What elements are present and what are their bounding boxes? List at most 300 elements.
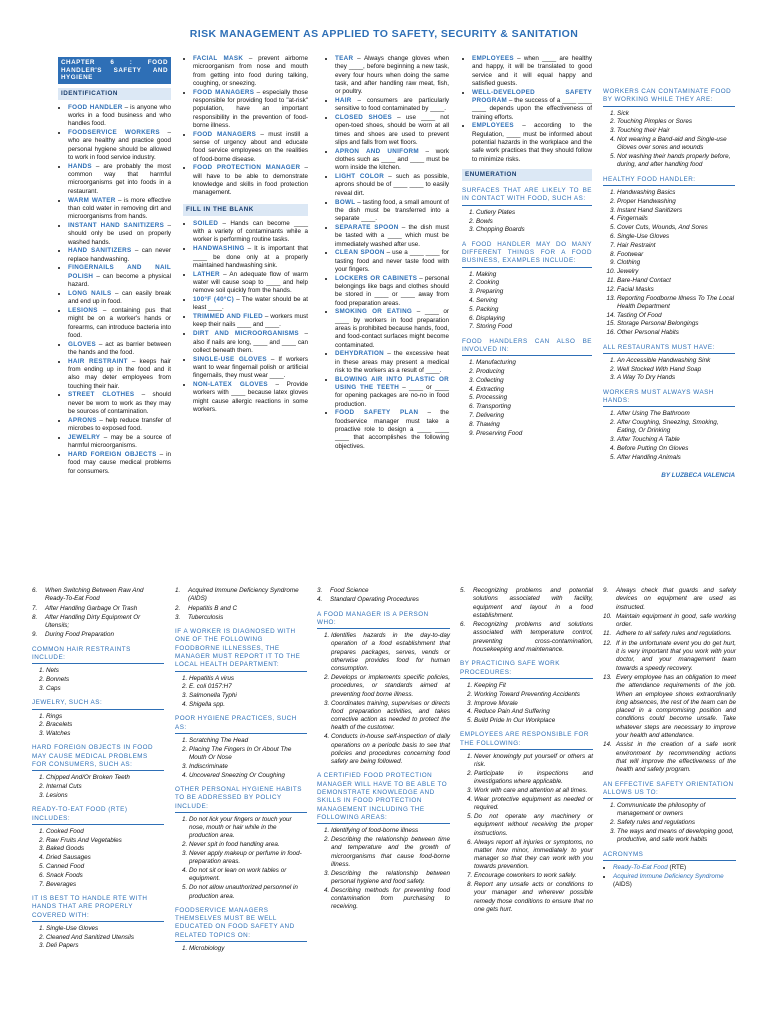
identification-heading: IDENTIFICATION — [58, 88, 171, 100]
list-item: 3. Describing the relationship between personal hygiene and food safety. — [331, 870, 450, 887]
term-label: LOCKERS OR CABINETS — [335, 274, 418, 282]
term-item — [68, 163, 171, 196]
term-label: BLOWING AIR INTO PLASTIC OR USING THE TEETH — [335, 375, 449, 392]
poor-hygiene-list — [175, 737, 307, 780]
list-item: 3. A Way To Dry Hands — [617, 374, 735, 382]
involved-heading: FOOD HANDLERS CAN ALSO BE INVOLVED IN: — [462, 338, 592, 357]
food-manager-heading: A FOOD MANAGER IS A PERSON WHO: — [317, 611, 450, 630]
term-definition: – can easily break and end up in food. — [68, 289, 171, 306]
term-label: SINGLE-USE GLOVES — [193, 355, 267, 363]
column-3 — [325, 55, 449, 451]
term-item — [193, 296, 308, 313]
column-5 — [603, 82, 735, 480]
diagnosed-list — [175, 675, 307, 710]
list-item: 4. Serving — [476, 297, 592, 305]
list-item: 1. Cutlery Plates — [476, 209, 592, 217]
list-item: 7. Encourage coworkers to work safely. — [474, 872, 593, 880]
term-definition: – should only be used on properly washed hands. — [68, 221, 171, 246]
term-item — [68, 129, 171, 162]
term-label: EMPLOYEES — [472, 55, 514, 62]
term-definition: – especially those responsible for providing food to "at-risk" population, have an important responsibility in the prevention of food-borne illness. — [193, 88, 308, 129]
rte-heading: READY-TO-EAT FOOD (RTE) INCLUDES: — [32, 806, 164, 825]
healthy-heading: HEALTHY FOOD HANDLER: — [603, 176, 735, 186]
term-definition: – the dish must be tasted with a ____ which must be immediately washed after use. — [335, 223, 449, 248]
list-item: 8. Footwear — [617, 251, 735, 259]
list-item: 1. Never knowingly put yourself or others at risk. — [474, 753, 593, 770]
term-definition: – such as possible, aprons should be of ____ ____ to easily reveal dirt. — [335, 173, 449, 197]
term-definition: – An adequate flow of warm water will cause soap to ____ and help remove soil quickly from the hands. — [193, 270, 308, 295]
term-item — [68, 358, 171, 391]
list-item: 1. Single-Use Gloves — [46, 925, 164, 933]
responsible-list — [460, 753, 593, 914]
term-definition: – tasting food, a small amount of the dish must be transferred into a separate ____. — [335, 198, 449, 223]
jewelry-list — [32, 713, 164, 739]
list-item: 3. The ways and means of developing good, productive, and safe work habits — [617, 828, 736, 845]
term-definition: – If workers want to wear fingernail polish or artificial fingernails, they must wear ____. — [193, 355, 308, 380]
term-definition: – containing pus that might be on a worker's hands or forearms, can introduce bacteria into food. — [68, 306, 171, 339]
practice-list — [460, 682, 593, 725]
item-text: When Switching Between Raw And Ready-To-Eat Food — [45, 587, 144, 603]
term-label: FINGERNAILS AND NAIL POLISH — [68, 264, 171, 280]
term-definition: – ____ or ____ for opening packages are no-no in food production. — [335, 384, 449, 408]
term-item — [472, 122, 592, 163]
p2c3-top-list — [317, 587, 450, 605]
numbered-item — [32, 614, 164, 631]
acronyms-list — [603, 864, 736, 889]
identification-list — [58, 104, 171, 476]
list-item: 4. Fingernails — [617, 215, 735, 223]
term-definition: – keeps hair from ending up in the food and it also may deter employees from touching their hair. — [68, 357, 171, 390]
term-definition: – when ____ are healthy and happy, it will be translated to good service and it will equal happy and satisfied guests. — [472, 55, 592, 87]
list-item: 5. Not washing their hands properly before, during, and after handling food — [617, 153, 735, 170]
term-item — [335, 199, 449, 224]
term-item — [335, 275, 449, 308]
list-item: 2. Working Toward Preventing Accidents — [474, 691, 593, 699]
list-item: 2. Bracelets — [46, 721, 164, 729]
list-item: 1. Keeping Fit — [474, 682, 593, 690]
list-item: 1. Scratching The Head — [189, 737, 307, 745]
hard-objects-list — [32, 774, 164, 800]
list-item: 3. Baked Goods — [46, 845, 164, 853]
list-item: 6. Displaying — [476, 315, 592, 323]
list-item: 7. Delivering — [476, 412, 592, 420]
term-item — [335, 249, 449, 274]
term-label: DIRT AND MICROORGANISMS — [193, 330, 299, 338]
term-definition: – ____ or ____ by workers in food preparation areas is prohibited because hands, food, and food-contact surfaces might become contaminated. — [335, 308, 450, 349]
list-item: 2. Proper Handwashing — [617, 198, 735, 206]
term-item — [193, 55, 308, 88]
numbered-item — [603, 613, 736, 630]
numbered-item — [603, 640, 736, 673]
restaurants-heading: ALL RESTAURANTS MUST HAVE: — [603, 344, 735, 354]
term-item — [335, 350, 449, 375]
list-item: 1. After Using The Bathroom — [617, 410, 735, 418]
responsible-heading: EMPLOYEES ARE RESPONSIBLE FOR THE FOLLOWING: — [460, 731, 593, 750]
term-item — [335, 308, 449, 349]
term-definition: – must instill a sense of urgency about and educate food service employees on the realities of food-borne disease. — [193, 130, 308, 163]
list-item: 1. Identifies hazards in the day-to-day operation of a food establishment that prepares packages, serves, vends or otherwise provides food for human consumption. — [331, 632, 450, 673]
list-item: 7. Storing Food — [476, 323, 592, 331]
document-title: RISK MANAGEMENT AS APPLIED TO SAFETY, SECURITY & SANITATION — [189, 28, 579, 40]
term-label: APRON AND UNIFORM — [335, 147, 419, 155]
list-item: 1. Making — [476, 271, 592, 279]
page2-column-3 — [317, 587, 450, 912]
term-label: TEAR — [335, 55, 354, 62]
term-label: SOILED — [193, 219, 219, 227]
list-item: 2. Raw Fruits And Vegetables — [46, 837, 164, 845]
column-4 — [462, 55, 592, 438]
term-definition: – also if nails are long, ____ and ____ can collect beneath them. — [193, 330, 308, 354]
term-definition: – the foodservice manager must take a proactive role to design a ____ ____ ____ that accomplishes the following objectives. — [335, 409, 449, 450]
term-label: 100°F (40°C) — [193, 296, 234, 304]
list-item: 6. Transporting — [476, 403, 592, 411]
term-item — [68, 197, 171, 222]
list-item: 1. Handwashing Basics — [617, 189, 735, 197]
handler-list — [462, 271, 592, 332]
fill-in-list-end — [462, 55, 592, 164]
term-item — [472, 89, 592, 122]
acronym-abbr: (RTE) — [667, 863, 687, 871]
acronym-term: Ready-To-Eat Food — [613, 863, 668, 871]
diagnosed-heading: IF A WORKER IS DIAGNOSED WITH ONE OF THE FOLLOWING FOODBORNE ILLNESSES, THE MANAGER MUST REPORT IT TO THE LOCAL HEALTH DEPARTMENT: — [175, 628, 307, 671]
term-definition: – workers must keep their nails ____ and ____. — [193, 313, 308, 329]
page2-column-2 — [175, 587, 307, 954]
term-definition: – can become a physical hazard. — [68, 272, 171, 289]
item-text: Acquired Immune Deficiency Syndrome (AIDS) — [188, 587, 299, 603]
numbered-item — [603, 587, 736, 612]
list-item: 2. Well Stocked With Hand Soap — [617, 366, 735, 374]
restaurants-list — [603, 357, 735, 383]
item-number: 3. — [175, 613, 181, 621]
best-heading: IT IS BEST TO HANDLE RTE WITH HANDS THAT ARE PROPERLY COVERED WITH: — [32, 895, 164, 922]
list-item: 7. Hair Restraint — [617, 242, 735, 250]
item-text: Always check that guards and safety devices on equipment are used as instructed. — [616, 587, 736, 611]
item-number: 5. — [460, 587, 466, 594]
term-label: FOOD PROTECTION MANAGER — [193, 164, 301, 172]
chapter-heading: CHAPTER 6 : FOOD HANDLER'S SAFETY AND HYGIENE — [58, 57, 171, 84]
list-item: 4. Wear protective equipment as needed or required. — [474, 796, 593, 813]
item-number: 6. — [460, 621, 466, 629]
term-label: APRONS — [68, 416, 97, 424]
fsm-list — [175, 945, 307, 953]
list-item: 1. Do not lick your fingers or touch your nose, mouth or hair while in the production area. — [189, 816, 307, 841]
term-label: WARM WATER — [68, 196, 116, 204]
term-label: HAIR RESTRAINT — [68, 357, 128, 365]
list-item: 2. E. coli 0157:H7 — [189, 683, 307, 691]
item-text: Food Science — [330, 587, 369, 594]
list-item: 1. Cooked Food — [46, 828, 164, 836]
term-label: CLEAN SPOON — [335, 249, 385, 257]
term-label: FOOD SAFETY PLAN — [335, 409, 419, 417]
term-label: FACIAL MASK — [193, 55, 244, 62]
term-item — [193, 245, 308, 270]
item-number: 2. — [175, 604, 181, 612]
list-item: 3. Instant Hand Sanitizers — [617, 207, 735, 215]
item-number: 1. — [175, 587, 181, 594]
item-text: Standard Operating Procedures — [330, 596, 419, 604]
item-text: After Handling Dirty Equipment Or Utensils; — [45, 613, 141, 630]
term-definition: – act as barrier between the hands and the food. — [68, 340, 171, 356]
term-definition: – Hands can become ____ with a variety of contaminants while a worker is performing routine tasks. — [193, 219, 308, 244]
term-definition: – should never be worn to work as they may be sources of contamination. — [68, 391, 172, 415]
term-item — [193, 89, 308, 130]
page2-column-4 — [460, 587, 593, 915]
term-label: LESIONS — [68, 306, 98, 314]
acronym-term: Acquired Immune Deficiency Syndrome — [613, 872, 724, 880]
term-item — [335, 173, 449, 198]
author-credit: BY LUZBECA VALENCIA — [661, 472, 735, 480]
list-item: 3. Lesions — [46, 792, 164, 800]
term-definition: – is more effective than cold water in removing dirt and microorganisms from hands. — [68, 196, 171, 221]
item-number: 14. — [603, 741, 612, 749]
contaminate-heading: WORKERS CAN CONTAMINATE FOOD BY WORKING WHILE THEY ARE: — [603, 88, 735, 107]
list-item: 2. Cleaned And Sanitized Utensils — [46, 934, 164, 942]
wash-heading: WORKERS MUST ALWAYS WASH HANDS: — [603, 389, 735, 408]
list-item: 11. Bare-Hand Contact — [617, 277, 735, 285]
list-item: 2. Bonnets — [46, 676, 164, 684]
list-item: 8. Thawing — [476, 421, 592, 429]
page2-column-1 — [32, 587, 164, 951]
list-item: 16. Other Personal Habits — [617, 329, 735, 337]
hair-heading: COMMON HAIR RESTRAINTS INCLUDE: — [32, 646, 164, 665]
list-item: 3. Coordinates training, supervises or directs food preparation activities, and takes corrective action as needed to protect the health of the customer. — [331, 700, 450, 733]
column-1 — [58, 55, 171, 476]
list-item: 8. Report any unsafe acts or conditions to your manager and wherever possible remedy those conditions to ensure that no one gets hurt. — [474, 881, 593, 914]
term-definition: – The water should be at least ____. — [193, 296, 308, 312]
certified-list — [317, 827, 450, 911]
list-item: 5. Processing — [476, 394, 592, 402]
term-label: EMPLOYEES — [472, 122, 514, 130]
term-item — [335, 409, 449, 450]
term-item — [68, 341, 171, 358]
list-item: 1. Communicate the philosophy of management or owners — [617, 802, 736, 819]
term-item — [68, 391, 171, 416]
column-2 — [183, 55, 308, 415]
term-definition: – work clothes such as ____ and ____ must be worn inside the kitchen. — [335, 147, 449, 172]
term-item — [335, 224, 449, 249]
numbered-item — [32, 631, 164, 639]
term-definition: – prevent airborne microorganism from nose and mouth from getting into food during talking, coughing, or sneezing. — [193, 55, 309, 87]
term-label: TRIMMED AND FILED — [193, 313, 263, 321]
involved-list — [462, 359, 592, 438]
p2c1-top-list — [32, 587, 164, 640]
term-label: NON-LATEX GLOVES — [193, 380, 268, 388]
item-text: During Food Preparation — [45, 631, 114, 639]
numbered-item — [32, 587, 164, 604]
other-habits-heading: OTHER PERSONAL HYGIENE HABITS TO BE ADDRESSED BY POLICY INCLUDE: — [175, 786, 307, 813]
certified-heading: A CERTIFIED FOOD PROTECTION MANAGER WILL HAVE TO BE ABLE TO DEMONSTRATE KNOWLEDGE AND SKILLS IN FOOD PROTECTION MANAGEMENT INCLUDING THE FOLLOWING AREAS: — [317, 772, 450, 824]
contaminate-list — [603, 110, 735, 170]
poor-hygiene-heading: POOR HYGIENE PRACTICES, SUCH AS: — [175, 715, 307, 734]
list-item: 6. Snack Foods — [46, 872, 164, 880]
surfaces-list — [462, 209, 592, 235]
term-definition: – the success of a ____ ____ ____ depends upon the effectiveness of training efforts. — [472, 96, 592, 121]
acronyms-heading: ACRONYMS — [603, 851, 736, 861]
term-item — [68, 247, 171, 264]
list-item: 15. Storage Personal Belongings — [617, 320, 735, 328]
term-label: WELL-DEVELOPED SAFETY PROGRAM — [472, 88, 592, 104]
list-item: 5. Cover Cuts, Wounds, And Sores — [617, 224, 735, 232]
term-label: LIGHT COLOR — [335, 173, 385, 181]
list-item: 1. Hepatitis A virus — [189, 675, 307, 683]
term-item — [335, 114, 449, 147]
term-label: CLOSED SHOES — [335, 114, 393, 122]
list-item: 3. After Touching A Table — [617, 436, 735, 444]
term-definition: – who are healthy and practice good personal hygiene should be allowed to work in food service industry. — [68, 129, 171, 162]
list-item: 4. Not wearing a Band-aid and Single-use Gloves over sores and wounds — [617, 136, 735, 153]
item-number: 6. — [32, 587, 38, 594]
list-item: 3. Collecting — [476, 377, 592, 385]
list-item: 6. Always report all injuries or symptoms, no matter how minor, immediately to your manager so that they can work with you towards prevention. — [474, 839, 593, 872]
numbered-item — [317, 587, 450, 595]
term-definition: – consumers are particularly sensitive to food contaminated by ____. — [335, 96, 449, 113]
list-item: 4. Reduce Pain And Suffering — [474, 708, 593, 716]
list-item: 2. After Coughing, Sneezing, Smoking, Eating, Or Drinking — [617, 419, 735, 436]
term-item — [193, 131, 308, 164]
item-text: Maintain equipment in good, safe working order. — [616, 612, 736, 629]
p2c2-top-list — [175, 587, 307, 622]
item-number: 12. — [603, 639, 612, 647]
fill-in-list — [183, 220, 308, 414]
term-item — [68, 307, 171, 340]
item-number: 3. — [317, 587, 323, 594]
definitions-list — [183, 55, 308, 198]
fsm-heading: FOODSERVICE MANAGERS THEMSELVES MUST BE WELL EDUCATED ON FOOD SAFETY AND RELATED TOPICS ON: — [175, 907, 307, 942]
term-item — [68, 290, 171, 307]
list-item: 9. Preserving Food — [476, 430, 592, 438]
healthy-list — [603, 189, 735, 338]
term-definition: – is anyone who works in a food business and who handles food. — [68, 103, 171, 128]
term-label: HANDS — [68, 162, 92, 170]
item-text: Assist in the creation of a safe work environment by recommending actions that will improve the effectiveness of the health and safety program. — [616, 741, 736, 774]
term-item — [193, 330, 308, 355]
page2-column-5 — [603, 587, 736, 890]
list-item: 9. Clothing — [617, 259, 735, 267]
term-label: JEWELRY — [68, 433, 101, 441]
handler-heading: A FOOD HANDLER MAY DO MANY DIFFERENT THINGS FOR A FOOD BUSINESS, EXAMPLES INCLUDE: — [462, 241, 592, 268]
term-label: FOOD MANAGERS — [193, 130, 257, 138]
item-number: 9. — [32, 631, 38, 639]
item-text: After Handling Garbage Or Trash — [45, 604, 138, 612]
list-item: 4. Extracting — [476, 386, 592, 394]
list-item: 5. Packing — [476, 306, 592, 314]
list-item: 1. Sick — [617, 110, 735, 118]
term-item — [68, 434, 171, 451]
hair-list — [32, 667, 164, 693]
list-item: 4. Describing methods for preventing food contamination from purchasing to receiving. — [331, 887, 450, 912]
best-list — [32, 925, 164, 951]
wash-list — [603, 410, 735, 462]
term-label: FOOD MANAGERS — [193, 88, 255, 96]
enumeration-heading: ENUMERATION — [462, 169, 592, 181]
numbered-item — [460, 621, 593, 654]
list-item: 3. Chopping Boards — [476, 226, 592, 234]
surfaces-heading: SURFACES THAT ARE LIKELY TO BE IN CONTACT WITH FOOD, SUCH AS: — [462, 187, 592, 206]
term-item — [335, 376, 449, 409]
term-definition: – will have to be able to demonstrate knowledge and skills in food protection management. — [193, 164, 308, 197]
term-label: LATHER — [193, 270, 220, 278]
list-item: 5. Do not allow unauthorized personnel in production area. — [189, 884, 307, 901]
list-item: 4. Uncovered Sneezing Or Coughing — [189, 772, 307, 780]
practice-heading: BY PRACTICING SAFE WORK PROCEDURES: — [460, 660, 593, 679]
term-label: SMOKING OR EATING — [335, 308, 413, 316]
list-item: 6. Single-Use Gloves — [617, 233, 735, 241]
list-item: 4. Do not sit or lean on work tables or equipment. — [189, 867, 307, 884]
list-item: 2. Cooking — [476, 279, 592, 287]
term-label: INSTANT HAND SANITIZERS — [68, 221, 165, 229]
term-item — [193, 381, 308, 414]
list-item: 2. Internal Cuts — [46, 783, 164, 791]
list-item: 3. Improve Morale — [474, 700, 593, 708]
term-definition: – Provide workers with ____ because latex gloves might cause allergic reactions in some workers. — [193, 380, 308, 413]
list-item: 2. Placing The Fingers In Or About The Mouth Or Nose — [189, 746, 307, 763]
list-item: 10. Jewelry — [617, 268, 735, 276]
term-item — [335, 97, 449, 114]
jewelry-heading: JEWELRY, SUCH AS: — [32, 699, 164, 709]
term-definition: – the excessive heat in these areas may present a medical risk to the workers as a result of ____. — [335, 350, 449, 374]
list-item: 3. Caps — [46, 685, 164, 693]
list-item: 2. Never spit in food handling area. — [189, 841, 307, 849]
list-item: 5. Do not operate any machinery or equipment without receiving the proper instructions. — [474, 813, 593, 838]
numbered-item — [175, 605, 307, 613]
term-definition: – use ____ not open-toed shoes, should be worn at all times and shoes are used to prevent slips and falls from wet floors. — [335, 114, 449, 146]
term-definition: – can never replace handwashing. — [68, 247, 172, 263]
list-item: 1. An Accessible Handwashing Sink — [617, 357, 735, 365]
list-item: 14. Tasting Of Food — [617, 312, 735, 320]
list-item: 3. Preparing — [476, 288, 592, 296]
numbered-item — [603, 674, 736, 740]
rte-list — [32, 828, 164, 889]
term-definition: – help reduce transfer of microbes to exposed food. — [68, 416, 171, 433]
list-item: 3. Deli Papers — [46, 942, 164, 950]
term-label: FOOD HANDLER — [68, 103, 123, 111]
term-item — [193, 313, 308, 330]
term-item — [68, 417, 171, 434]
list-item: 5. Canned Food — [46, 863, 164, 871]
acronym-item — [613, 864, 736, 872]
item-text: Tuberculosis — [188, 613, 224, 621]
term-item — [193, 356, 308, 381]
orientation-heading: AN EFFECTIVE SAFETY ORIENTATION ALLOWS US TO: — [603, 781, 736, 800]
term-label: HARD FOREIGN OBJECTS — [68, 450, 157, 458]
item-text: Recognizing problems and solutions associated with temperature control, preventing cross-contamination, housekeeping and maintenance. — [473, 621, 593, 654]
orientation-list — [603, 802, 736, 844]
acronym-abbr: (AIDS) — [613, 881, 632, 888]
list-item: 2. Touching Pimples or Sores — [617, 118, 735, 126]
item-text: Every employee has an obligation to meet the attendance requirements of the job. When an employee shows extraordinarily long absences, the rest of the team can be placed in a compromising position and conditions could become unsafe. Take whatever steps are necessary to improve your health and attendance. — [616, 673, 736, 740]
list-item: 13. Reporting Foodborne Illness To The Local Health Department — [617, 295, 735, 312]
list-item: 2. Describing the relationship between time and temperature and the growth of microorganisms that cause food-borne illness. — [331, 836, 450, 869]
list-item: 4. Dried Sausages — [46, 854, 164, 862]
term-item — [335, 148, 449, 173]
numbered-item — [175, 614, 307, 622]
list-item: 4. Before Putting On Gloves — [617, 445, 735, 453]
hard-objects-heading: HARD FOREIGN OBJECTS IN FOOD MAY CAUSE MEDICAL PROBLEMS FOR CONSUMERS, SUCH AS: — [32, 744, 164, 771]
numbered-item — [603, 741, 736, 774]
term-definition: – It is important that ____ be done only at a properly maintained handwashing sink. — [193, 245, 308, 269]
item-text: Hepatitis B and C — [188, 604, 238, 612]
list-item: 1. Nets — [46, 667, 164, 675]
numbered-item — [460, 587, 593, 620]
list-item: 7. Beverages — [46, 881, 164, 889]
term-item — [193, 220, 308, 245]
term-definition: – according to the Regulation, ____ must be informed about potential hazards in the workplace and the safe work practices that they should follow to minimize risks. — [472, 122, 592, 163]
term-label: SEPARATE SPOON — [335, 223, 399, 231]
item-number: 8. — [32, 613, 38, 621]
term-definition: – personal belongings like bags and clothes should be stored in ____ or ____ away from food preparation areas. — [335, 274, 449, 307]
term-label: DEHYDRATION — [335, 350, 385, 358]
term-item — [68, 264, 171, 289]
